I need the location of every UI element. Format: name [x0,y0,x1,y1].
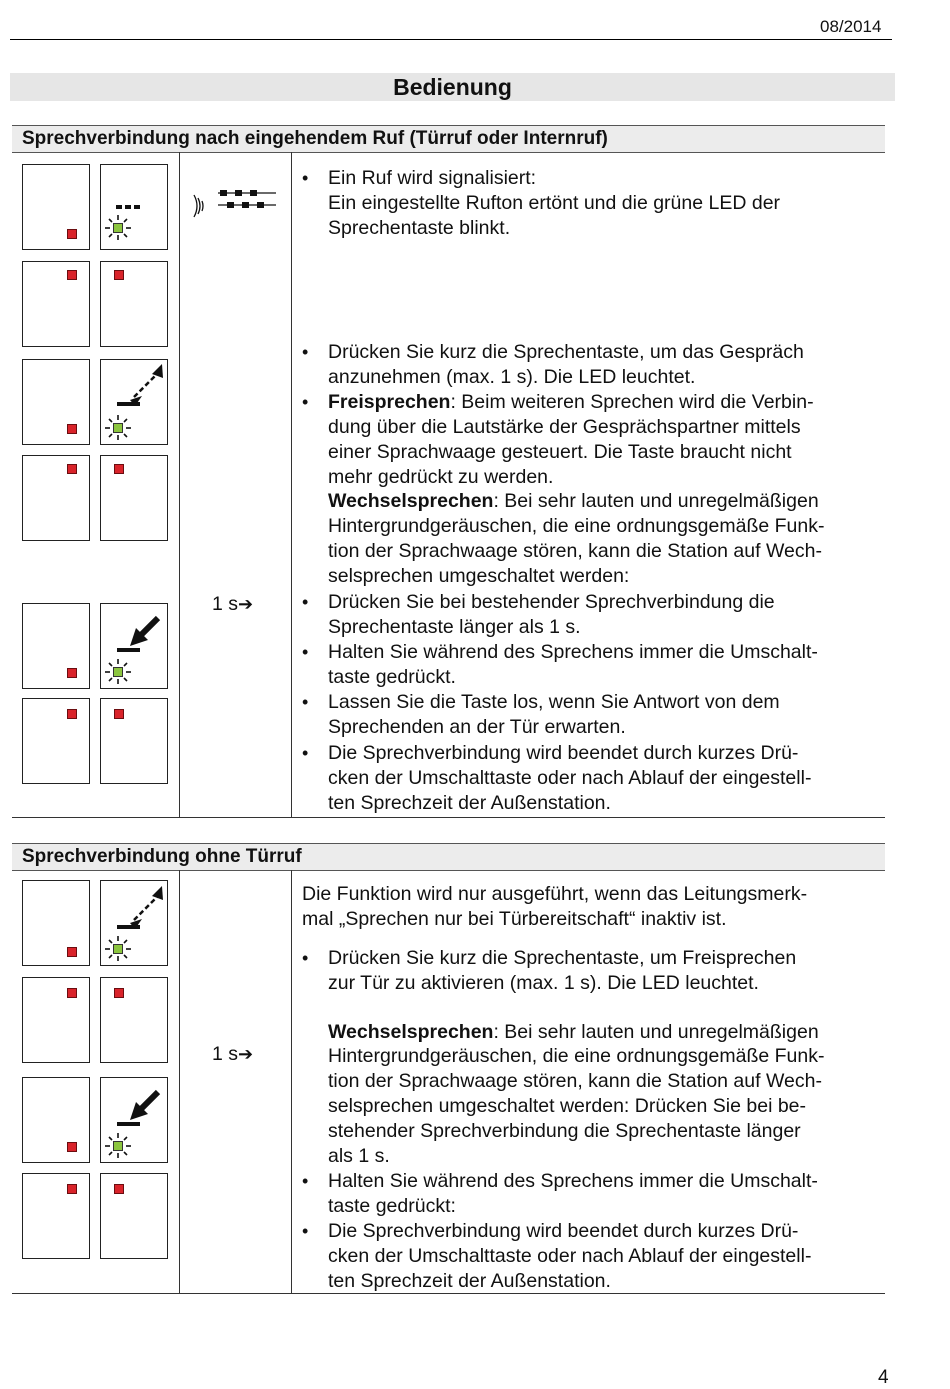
red-led-icon [67,424,77,434]
red-led-icon [67,1184,77,1194]
text-line: ten Sprechzeit der Außenstation. [328,1270,611,1292]
red-led-icon [114,709,124,719]
green-led-icon [100,196,140,240]
text-line: als 1 s. [328,1145,390,1167]
section2-divider-left [179,870,180,1293]
station-panel [100,455,168,541]
text-line: taste gedrückt. [328,666,456,688]
text-line: Wechselsprechen: Bei sehr lauten und unregelmäßigen [328,1021,819,1043]
section2-divider-right [291,870,292,1293]
text-line: einer Sprachwaage gesteuert. Die Taste braucht nicht [328,441,792,463]
text-line: cken der Umschalttaste oder nach Ablauf der eingestell- [328,767,812,789]
station-panel [22,261,90,347]
station-panel [22,1077,90,1163]
station-panel [22,698,90,784]
red-led-icon [114,1184,124,1194]
red-led-icon [114,464,124,474]
section2-title: Sprechverbindung ohne Türruf [22,846,302,867]
press-long-arrow-icon [100,1078,168,1162]
station-panel [22,455,90,541]
text-line: Hintergrundgeräuschen, die eine ordnungsgemäße Funk- [328,1045,825,1067]
text-line: Wechselsprechen: Bei sehr lauten und unregelmäßigen [328,490,819,512]
red-led-icon [67,464,77,474]
station-panel [22,1173,90,1259]
station-panel [22,603,90,689]
text-line: Die Sprechverbindung wird beendet durch kurzes Drü- [328,742,799,764]
text-line: cken der Umschalttaste oder nach Ablauf der eingestell- [328,1245,812,1267]
page-number: 4 [878,1367,889,1388]
text-line: Die Sprechverbindung wird beendet durch kurzes Drü- [328,1220,799,1242]
text-line: Ein eingestellte Rufton ertönt und die grüne LED der [328,192,781,214]
red-led-icon [67,1142,77,1152]
text-line: Lassen Sie die Taste los, wenn Sie Antwort von dem [328,691,780,713]
station-panel [100,261,168,347]
station-panel [22,977,90,1063]
text-line: anzunehmen (max. 1 s). Die LED leuchtet. [328,366,696,388]
text-line: Sprechenden an der Tür erwarten. [328,716,626,738]
red-led-icon [67,229,77,239]
section1-divider-right [291,152,292,818]
station-panel [100,1173,168,1259]
red-led-icon [114,270,124,280]
text-line: Drücken Sie bei bestehender Sprechverbindung die [328,591,775,613]
text-line: dung über die Lautstärke der Gesprächspartner mittels [328,416,801,438]
text-line: Halten Sie während des Sprechens immer die Umschalt- [328,641,818,663]
station-panel [100,698,168,784]
section1-bottom-rule [12,817,885,818]
text-line: tion der Sprachwaage stören, kann die Station auf Wech- [328,1070,822,1092]
text-line: Die Funktion wird nur ausgeführt, wenn das Leitungsmerk- [302,883,808,905]
text-line: zur Tür zu aktivieren (max. 1 s). Die LED leuchtet. [328,972,759,994]
red-led-icon [114,988,124,998]
header-rule [10,39,892,40]
text-line: Drücken Sie kurz die Sprechentaste, um das Gespräch [328,341,804,363]
text-line: Hintergrundgeräuschen, die eine ordnungsgemäße Funk- [328,515,825,537]
text-line: selsprechen umgeschaltet werden: Drücken Sie bei be- [328,1095,807,1117]
text-line: Freisprechen: Beim weiteren Sprechen wird die Verbin- [328,391,814,413]
red-led-icon [67,988,77,998]
press-short-arrow-icon [100,360,168,444]
ring-signal-icon [190,186,280,220]
text-line: Ein Ruf wird signalisiert: [328,167,537,189]
red-led-icon [67,270,77,280]
press-short-arrow-icon [100,881,168,965]
station-panel [22,359,90,445]
station-panel [100,977,168,1063]
text-line: tion der Sprachwaage stören, kann die Station auf Wech- [328,540,822,562]
text-line: Halten Sie während des Sprechens immer die Umschalt- [328,1170,818,1192]
text-line: mal „Sprechen nur bei Türbereitschaft“ inaktiv ist. [302,908,727,930]
station-panel [22,164,90,250]
text-line: Sprechentaste blinkt. [328,217,511,239]
text-line: Sprechentaste länger als 1 s. [328,616,581,638]
text-line: ten Sprechzeit der Außenstation. [328,792,611,814]
red-led-icon [67,709,77,719]
text-line: selsprechen umgeschaltet werden: [328,565,630,587]
page-title: Bedienung [393,74,512,100]
text-line: stehender Sprechverbindung die Sprechentaste länger [328,1120,801,1142]
document-date: 08/2014 [820,17,882,36]
section1-title: Sprechverbindung nach eingehendem Ruf (Türruf oder Internruf) [22,128,608,149]
section1-divider-left [179,152,180,818]
text-line: taste gedrückt: [328,1195,456,1217]
red-led-icon [67,668,77,678]
text-line: mehr gedrückt zu werden. [328,466,554,488]
one-second-label: 1 s➔ [212,593,254,615]
one-second-label: 1 s➔ [212,1043,254,1065]
text-line: Drücken Sie kurz die Sprechentaste, um Freisprechen [328,947,797,969]
station-panel [22,880,90,966]
press-long-arrow-icon [100,604,168,688]
red-led-icon [67,947,77,957]
